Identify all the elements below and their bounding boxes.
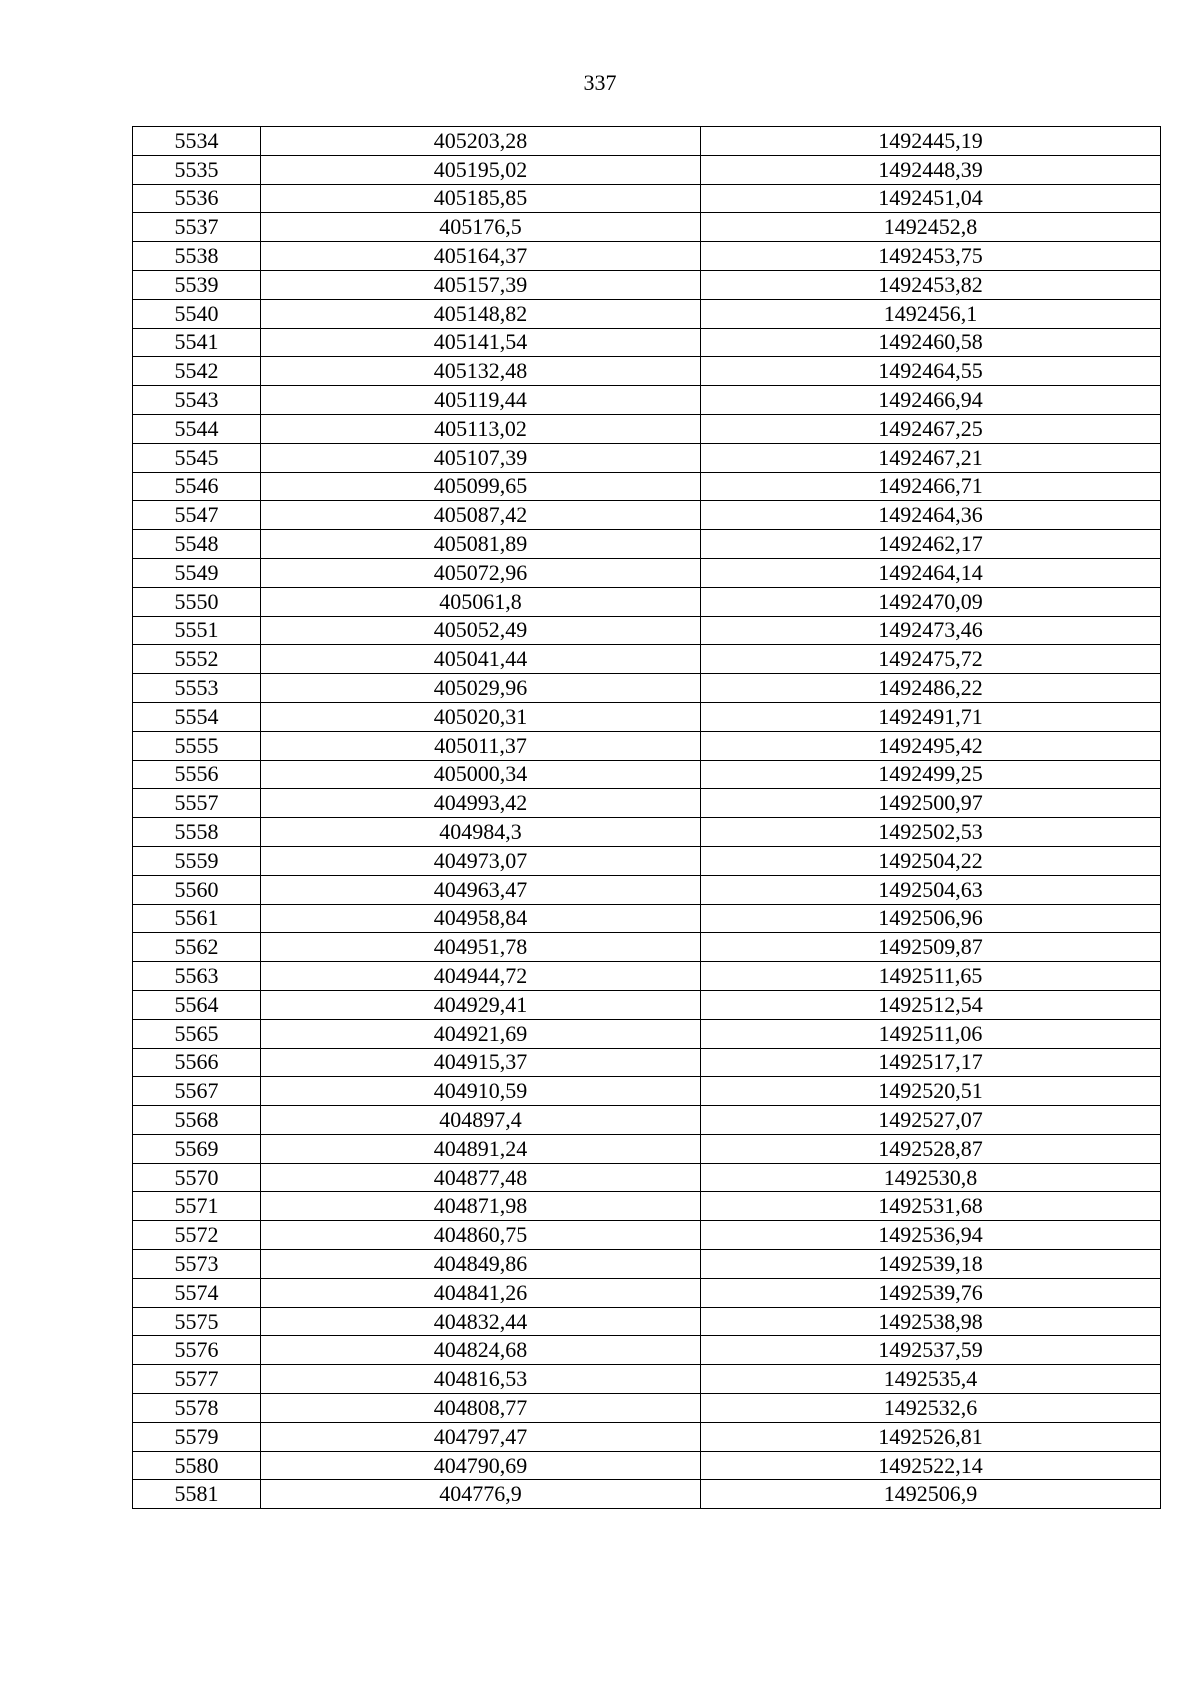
table-row [133,357,1161,386]
table-row [133,702,1161,731]
point-number-cell: 5559 [133,846,261,875]
point-number-cell: 5563 [133,962,261,991]
x-coordinate-cell: 404877,48 [261,1163,701,1192]
table-row [133,760,1161,789]
x-coordinate-cell: 404915,37 [261,1048,701,1077]
y-coordinate-cell: 1492520,51 [701,1077,1161,1106]
x-coordinate-cell: 405113,02 [261,414,701,443]
table-row [133,674,1161,703]
table-row [133,1451,1161,1480]
x-coordinate-cell: 404944,72 [261,962,701,991]
table-row [133,1365,1161,1394]
y-coordinate-cell: 1492464,55 [701,357,1161,386]
x-coordinate-cell: 405087,42 [261,501,701,530]
x-coordinate-cell: 405072,96 [261,558,701,587]
point-number-cell: 5572 [133,1221,261,1250]
point-number-cell: 5566 [133,1048,261,1077]
y-coordinate-cell: 1492528,87 [701,1134,1161,1163]
x-coordinate-cell: 405164,37 [261,242,701,271]
table-row [133,386,1161,415]
table-row [133,1480,1161,1509]
x-coordinate-cell: 404816,53 [261,1365,701,1394]
table-row [133,587,1161,616]
x-coordinate-cell: 405203,28 [261,127,701,156]
table-row [133,933,1161,962]
table-row [133,558,1161,587]
table-row [133,846,1161,875]
x-coordinate-cell: 404921,69 [261,1019,701,1048]
x-coordinate-cell: 405099,65 [261,472,701,501]
x-coordinate-cell: 404910,59 [261,1077,701,1106]
table-row [133,1278,1161,1307]
page-number: 337 [583,70,617,95]
point-number-cell: 5547 [133,501,261,530]
table-row [133,242,1161,271]
point-number-cell: 5561 [133,904,261,933]
x-coordinate-cell: 405107,39 [261,443,701,472]
table-row [133,731,1161,760]
y-coordinate-cell: 1492511,06 [701,1019,1161,1048]
point-number-cell: 5536 [133,184,261,213]
y-coordinate-cell: 1492462,17 [701,530,1161,559]
point-number-cell: 5577 [133,1365,261,1394]
table-row [133,962,1161,991]
point-number-cell: 5568 [133,1106,261,1135]
y-coordinate-cell: 1492456,1 [701,299,1161,328]
y-coordinate-cell: 1492499,25 [701,760,1161,789]
coordinates-table [132,126,1161,1509]
y-coordinate-cell: 1492445,19 [701,127,1161,156]
table-row [133,213,1161,242]
y-coordinate-cell: 1492536,94 [701,1221,1161,1250]
table-row [133,1106,1161,1135]
point-number-cell: 5551 [133,616,261,645]
point-number-cell: 5552 [133,645,261,674]
point-number-cell: 5581 [133,1480,261,1509]
y-coordinate-cell: 1492535,4 [701,1365,1161,1394]
y-coordinate-cell: 1492470,09 [701,587,1161,616]
x-coordinate-cell: 405081,89 [261,530,701,559]
table-row [133,184,1161,213]
x-coordinate-cell: 404776,9 [261,1480,701,1509]
x-coordinate-cell: 404929,41 [261,990,701,1019]
table-row [133,789,1161,818]
point-number-cell: 5560 [133,875,261,904]
y-coordinate-cell: 1492495,42 [701,731,1161,760]
table-row [133,1019,1161,1048]
table-row [133,299,1161,328]
table-row [133,1077,1161,1106]
x-coordinate-cell: 404860,75 [261,1221,701,1250]
x-coordinate-cell: 405000,34 [261,760,701,789]
point-number-cell: 5549 [133,558,261,587]
y-coordinate-cell: 1492537,59 [701,1336,1161,1365]
y-coordinate-cell: 1492530,8 [701,1163,1161,1192]
y-coordinate-cell: 1492526,81 [701,1422,1161,1451]
y-coordinate-cell: 1492502,53 [701,818,1161,847]
x-coordinate-cell: 404871,98 [261,1192,701,1221]
table-row [133,1394,1161,1423]
y-coordinate-cell: 1492527,07 [701,1106,1161,1135]
table-row [133,1048,1161,1077]
y-coordinate-cell: 1492531,68 [701,1192,1161,1221]
point-number-cell: 5548 [133,530,261,559]
y-coordinate-cell: 1492539,18 [701,1250,1161,1279]
point-number-cell: 5570 [133,1163,261,1192]
x-coordinate-cell: 404790,69 [261,1451,701,1480]
point-number-cell: 5576 [133,1336,261,1365]
table-row [133,501,1161,530]
x-coordinate-cell: 404841,26 [261,1278,701,1307]
point-number-cell: 5542 [133,357,261,386]
y-coordinate-cell: 1492517,17 [701,1048,1161,1077]
table-row [133,990,1161,1019]
table-row [133,443,1161,472]
point-number-cell: 5565 [133,1019,261,1048]
table-row [133,1250,1161,1279]
point-number-cell: 5578 [133,1394,261,1423]
point-number-cell: 5539 [133,270,261,299]
x-coordinate-cell: 405052,49 [261,616,701,645]
point-number-cell: 5557 [133,789,261,818]
point-number-cell: 5538 [133,242,261,271]
table-row [133,1134,1161,1163]
y-coordinate-cell: 1492506,9 [701,1480,1161,1509]
point-number-cell: 5545 [133,443,261,472]
y-coordinate-cell: 1492509,87 [701,933,1161,962]
y-coordinate-cell: 1492464,14 [701,558,1161,587]
point-number-cell: 5550 [133,587,261,616]
table-row [133,904,1161,933]
x-coordinate-cell: 404824,68 [261,1336,701,1365]
table-row [133,1336,1161,1365]
y-coordinate-cell: 1492539,76 [701,1278,1161,1307]
x-coordinate-cell: 404963,47 [261,875,701,904]
point-number-cell: 5544 [133,414,261,443]
point-number-cell: 5537 [133,213,261,242]
x-coordinate-cell: 405132,48 [261,357,701,386]
point-number-cell: 5575 [133,1307,261,1336]
point-number-cell: 5580 [133,1451,261,1480]
table-row [133,1422,1161,1451]
x-coordinate-cell: 404849,86 [261,1250,701,1279]
table-row [133,875,1161,904]
x-coordinate-cell: 404951,78 [261,933,701,962]
point-number-cell: 5541 [133,328,261,357]
table-row [133,1192,1161,1221]
table-row [133,414,1161,443]
y-coordinate-cell: 1492467,25 [701,414,1161,443]
x-coordinate-cell: 405011,37 [261,731,701,760]
y-coordinate-cell: 1492511,65 [701,962,1161,991]
y-coordinate-cell: 1492491,71 [701,702,1161,731]
y-coordinate-cell: 1492460,58 [701,328,1161,357]
y-coordinate-cell: 1492538,98 [701,1307,1161,1336]
x-coordinate-cell: 405061,8 [261,587,701,616]
y-coordinate-cell: 1492451,04 [701,184,1161,213]
point-number-cell: 5554 [133,702,261,731]
point-number-cell: 5540 [133,299,261,328]
point-number-cell: 5574 [133,1278,261,1307]
table-row [133,818,1161,847]
point-number-cell: 5535 [133,155,261,184]
y-coordinate-cell: 1492467,21 [701,443,1161,472]
y-coordinate-cell: 1492466,94 [701,386,1161,415]
y-coordinate-cell: 1492486,22 [701,674,1161,703]
y-coordinate-cell: 1492464,36 [701,501,1161,530]
table-row [133,472,1161,501]
y-coordinate-cell: 1492506,96 [701,904,1161,933]
table-row [133,530,1161,559]
point-number-cell: 5556 [133,760,261,789]
table-row [133,328,1161,357]
table-row [133,616,1161,645]
x-coordinate-cell: 404797,47 [261,1422,701,1451]
table-row [133,1163,1161,1192]
point-number-cell: 5555 [133,731,261,760]
x-coordinate-cell: 404897,4 [261,1106,701,1135]
point-number-cell: 5543 [133,386,261,415]
x-coordinate-cell: 404808,77 [261,1394,701,1423]
y-coordinate-cell: 1492453,75 [701,242,1161,271]
y-coordinate-cell: 1492522,14 [701,1451,1161,1480]
table-row [133,155,1161,184]
y-coordinate-cell: 1492532,6 [701,1394,1161,1423]
y-coordinate-cell: 1492452,8 [701,213,1161,242]
x-coordinate-cell: 405141,54 [261,328,701,357]
y-coordinate-cell: 1492504,63 [701,875,1161,904]
point-number-cell: 5579 [133,1422,261,1451]
y-coordinate-cell: 1492453,82 [701,270,1161,299]
x-coordinate-cell: 405176,5 [261,213,701,242]
x-coordinate-cell: 404891,24 [261,1134,701,1163]
table-row [133,645,1161,674]
x-coordinate-cell: 405029,96 [261,674,701,703]
y-coordinate-cell: 1492466,71 [701,472,1161,501]
x-coordinate-cell: 404993,42 [261,789,701,818]
y-coordinate-cell: 1492512,54 [701,990,1161,1019]
table-row [133,127,1161,156]
y-coordinate-cell: 1492500,97 [701,789,1161,818]
point-number-cell: 5571 [133,1192,261,1221]
x-coordinate-cell: 405020,31 [261,702,701,731]
y-coordinate-cell: 1492475,72 [701,645,1161,674]
point-number-cell: 5562 [133,933,261,962]
x-coordinate-cell: 405041,44 [261,645,701,674]
point-number-cell: 5573 [133,1250,261,1279]
x-coordinate-cell: 405157,39 [261,270,701,299]
x-coordinate-cell: 405185,85 [261,184,701,213]
x-coordinate-cell: 405148,82 [261,299,701,328]
coordinates-table-body [133,127,1161,1509]
x-coordinate-cell: 405119,44 [261,386,701,415]
point-number-cell: 5553 [133,674,261,703]
x-coordinate-cell: 405195,02 [261,155,701,184]
table-row [133,1307,1161,1336]
point-number-cell: 5546 [133,472,261,501]
x-coordinate-cell: 404973,07 [261,846,701,875]
x-coordinate-cell: 404958,84 [261,904,701,933]
point-number-cell: 5534 [133,127,261,156]
x-coordinate-cell: 404832,44 [261,1307,701,1336]
point-number-cell: 5558 [133,818,261,847]
point-number-cell: 5569 [133,1134,261,1163]
y-coordinate-cell: 1492473,46 [701,616,1161,645]
x-coordinate-cell: 404984,3 [261,818,701,847]
table-row [133,1221,1161,1250]
y-coordinate-cell: 1492504,22 [701,846,1161,875]
point-number-cell: 5564 [133,990,261,1019]
table-row [133,270,1161,299]
point-number-cell: 5567 [133,1077,261,1106]
y-coordinate-cell: 1492448,39 [701,155,1161,184]
